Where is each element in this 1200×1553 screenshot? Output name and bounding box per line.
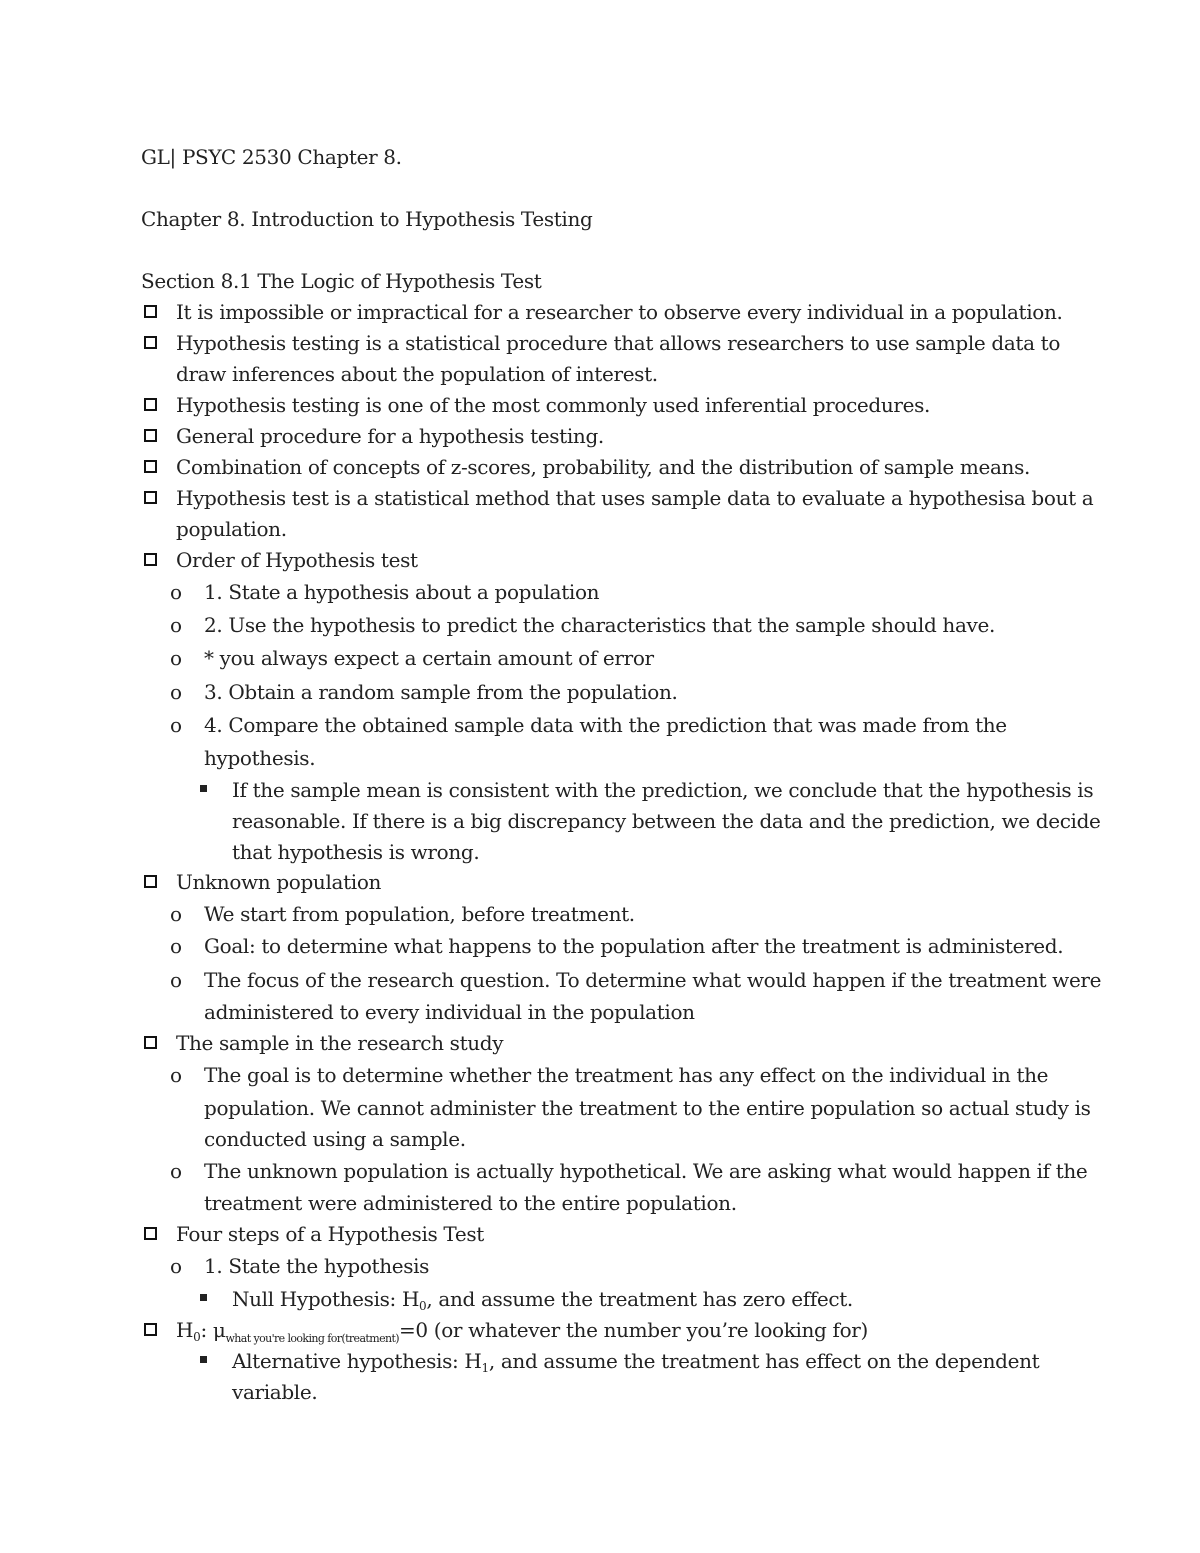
circle-bullet-icon: o: [170, 713, 183, 737]
null-description: , and assume the treatment has zero effect.: [426, 1287, 853, 1311]
sub-bullet-text: * you always expect a certain amount of error: [204, 646, 654, 670]
third-level-text: If the sample mean is consistent with the prediction, we conclude that the hypothesis is: [232, 778, 1094, 802]
checkbox-bullet-icon: [144, 1323, 157, 1336]
sub-bullet-text-continued: conducted using a sample.: [204, 1127, 466, 1151]
bullet-text: Unknown population: [176, 870, 382, 894]
bullet-text: Hypothesis testing is one of the most commonly used inferential procedures.: [176, 393, 931, 417]
bullet-text: Four steps of a Hypothesis Test: [176, 1222, 484, 1246]
sub-bullet-text: 2. Use the hypothesis to predict the characteristics that the sample should have.: [204, 613, 995, 637]
null-subscript: 0: [419, 1299, 427, 1313]
mu-subscript: what you're looking for(treatment): [225, 1332, 399, 1345]
h0-subscript: 0: [193, 1330, 201, 1344]
square-bullet-icon: [200, 1294, 207, 1301]
sub-bullet-text-continued: treatment were administered to the entire population.: [204, 1191, 737, 1215]
alt-label: Alternative hypothesis: H: [232, 1349, 482, 1373]
checkbox-bullet-icon: [144, 398, 157, 411]
sub-bullet-text: The goal is to determine whether the treatment has any effect on the individual in the: [204, 1063, 1049, 1087]
circle-bullet-icon: o: [170, 1063, 183, 1087]
checkbox-bullet-icon: [144, 1036, 157, 1049]
mu-symbol: : μ: [200, 1318, 226, 1342]
sub-bullet-text: The focus of the research question. To determine what would happen if the treatment were: [204, 968, 1102, 992]
sub-bullet-text: Goal: to determine what happens to the population after the treatment is administered.: [204, 934, 1064, 958]
sub-bullet-text-continued: population. We cannot administer the treatment to the entire population so actual study is: [204, 1096, 1091, 1120]
sub-bullet-text: 3. Obtain a random sample from the population.: [204, 680, 678, 704]
h0-formula-text: [176, 1318, 868, 1351]
checkbox-bullet-icon: [144, 336, 157, 349]
checkbox-bullet-icon: [144, 1227, 157, 1240]
bullet-text: The sample in the research study: [176, 1031, 504, 1055]
square-bullet-icon: [200, 785, 207, 792]
bullet-text: Order of Hypothesis test: [176, 548, 418, 572]
sub-bullet-text: 1. State the hypothesis: [204, 1254, 430, 1278]
bullet-text: It is impossible or impractical for a researcher to observe every individual in a population.: [176, 300, 1063, 324]
bullet-text-continued: population.: [176, 517, 287, 541]
checkbox-bullet-icon: [144, 429, 157, 442]
sub-bullet-text: We start from population, before treatment.: [204, 902, 635, 926]
sub-bullet-text-continued: hypothesis.: [204, 746, 316, 770]
checkbox-bullet-icon: [144, 491, 157, 504]
sub-bullet-text: The unknown population is actually hypothetical. We are asking what would happen if the: [204, 1159, 1088, 1183]
circle-bullet-icon: o: [170, 968, 183, 992]
bullet-text: Combination of concepts of z-scores, probability, and the distribution of sample means.: [176, 455, 1030, 479]
third-level-text-continued: that hypothesis is wrong.: [232, 840, 480, 864]
circle-bullet-icon: o: [170, 680, 183, 704]
third-level-text-continued: reasonable. If there is a big discrepancy between the data and the prediction, we decide: [232, 809, 1101, 833]
alt-description: , and assume the treatment has effect on the dependent: [488, 1349, 1040, 1373]
alt-hypothesis-text-continued: variable.: [232, 1380, 318, 1404]
circle-bullet-icon: o: [170, 1159, 183, 1183]
square-bullet-icon: [200, 1356, 207, 1363]
null-hypothesis-text: [232, 1287, 853, 1318]
bullet-text-continued: draw inferences about the population of interest.: [176, 362, 658, 386]
circle-bullet-icon: o: [170, 613, 183, 637]
alt-hypothesis-text: [232, 1349, 1039, 1380]
circle-bullet-icon: o: [170, 646, 183, 670]
sub-bullet-text: 4. Compare the obtained sample data with the prediction that was made from the: [204, 713, 1007, 737]
bullet-text: Hypothesis test is a statistical method that uses sample data to evaluate a hypothesisa bout a: [176, 486, 1094, 510]
bullet-text: Hypothesis testing is a statistical procedure that allows researchers to use sample data to: [176, 331, 1061, 355]
h0-description: =0 (or whatever the number you’re looking for): [399, 1318, 868, 1342]
sub-bullet-text-continued: administered to every individual in the population: [204, 1000, 695, 1024]
circle-bullet-icon: o: [170, 1254, 183, 1278]
h0-label: H: [176, 1318, 194, 1342]
document-header: GL| PSYC 2530 Chapter 8.: [141, 145, 402, 169]
checkbox-bullet-icon: [144, 553, 157, 566]
checkbox-bullet-icon: [144, 460, 157, 473]
alt-subscript: 1: [481, 1361, 489, 1375]
circle-bullet-icon: o: [170, 580, 183, 604]
sub-bullet-text: 1. State a hypothesis about a population: [204, 580, 600, 604]
bullet-text: General procedure for a hypothesis testing.: [176, 424, 604, 448]
section-title: Section 8.1 The Logic of Hypothesis Test: [141, 269, 542, 293]
chapter-title: Chapter 8. Introduction to Hypothesis Testing: [141, 207, 593, 231]
circle-bullet-icon: o: [170, 902, 183, 926]
circle-bullet-icon: o: [170, 934, 183, 958]
null-label: Null Hypothesis: H: [232, 1287, 420, 1311]
checkbox-bullet-icon: [144, 305, 157, 318]
checkbox-bullet-icon: [144, 875, 157, 888]
